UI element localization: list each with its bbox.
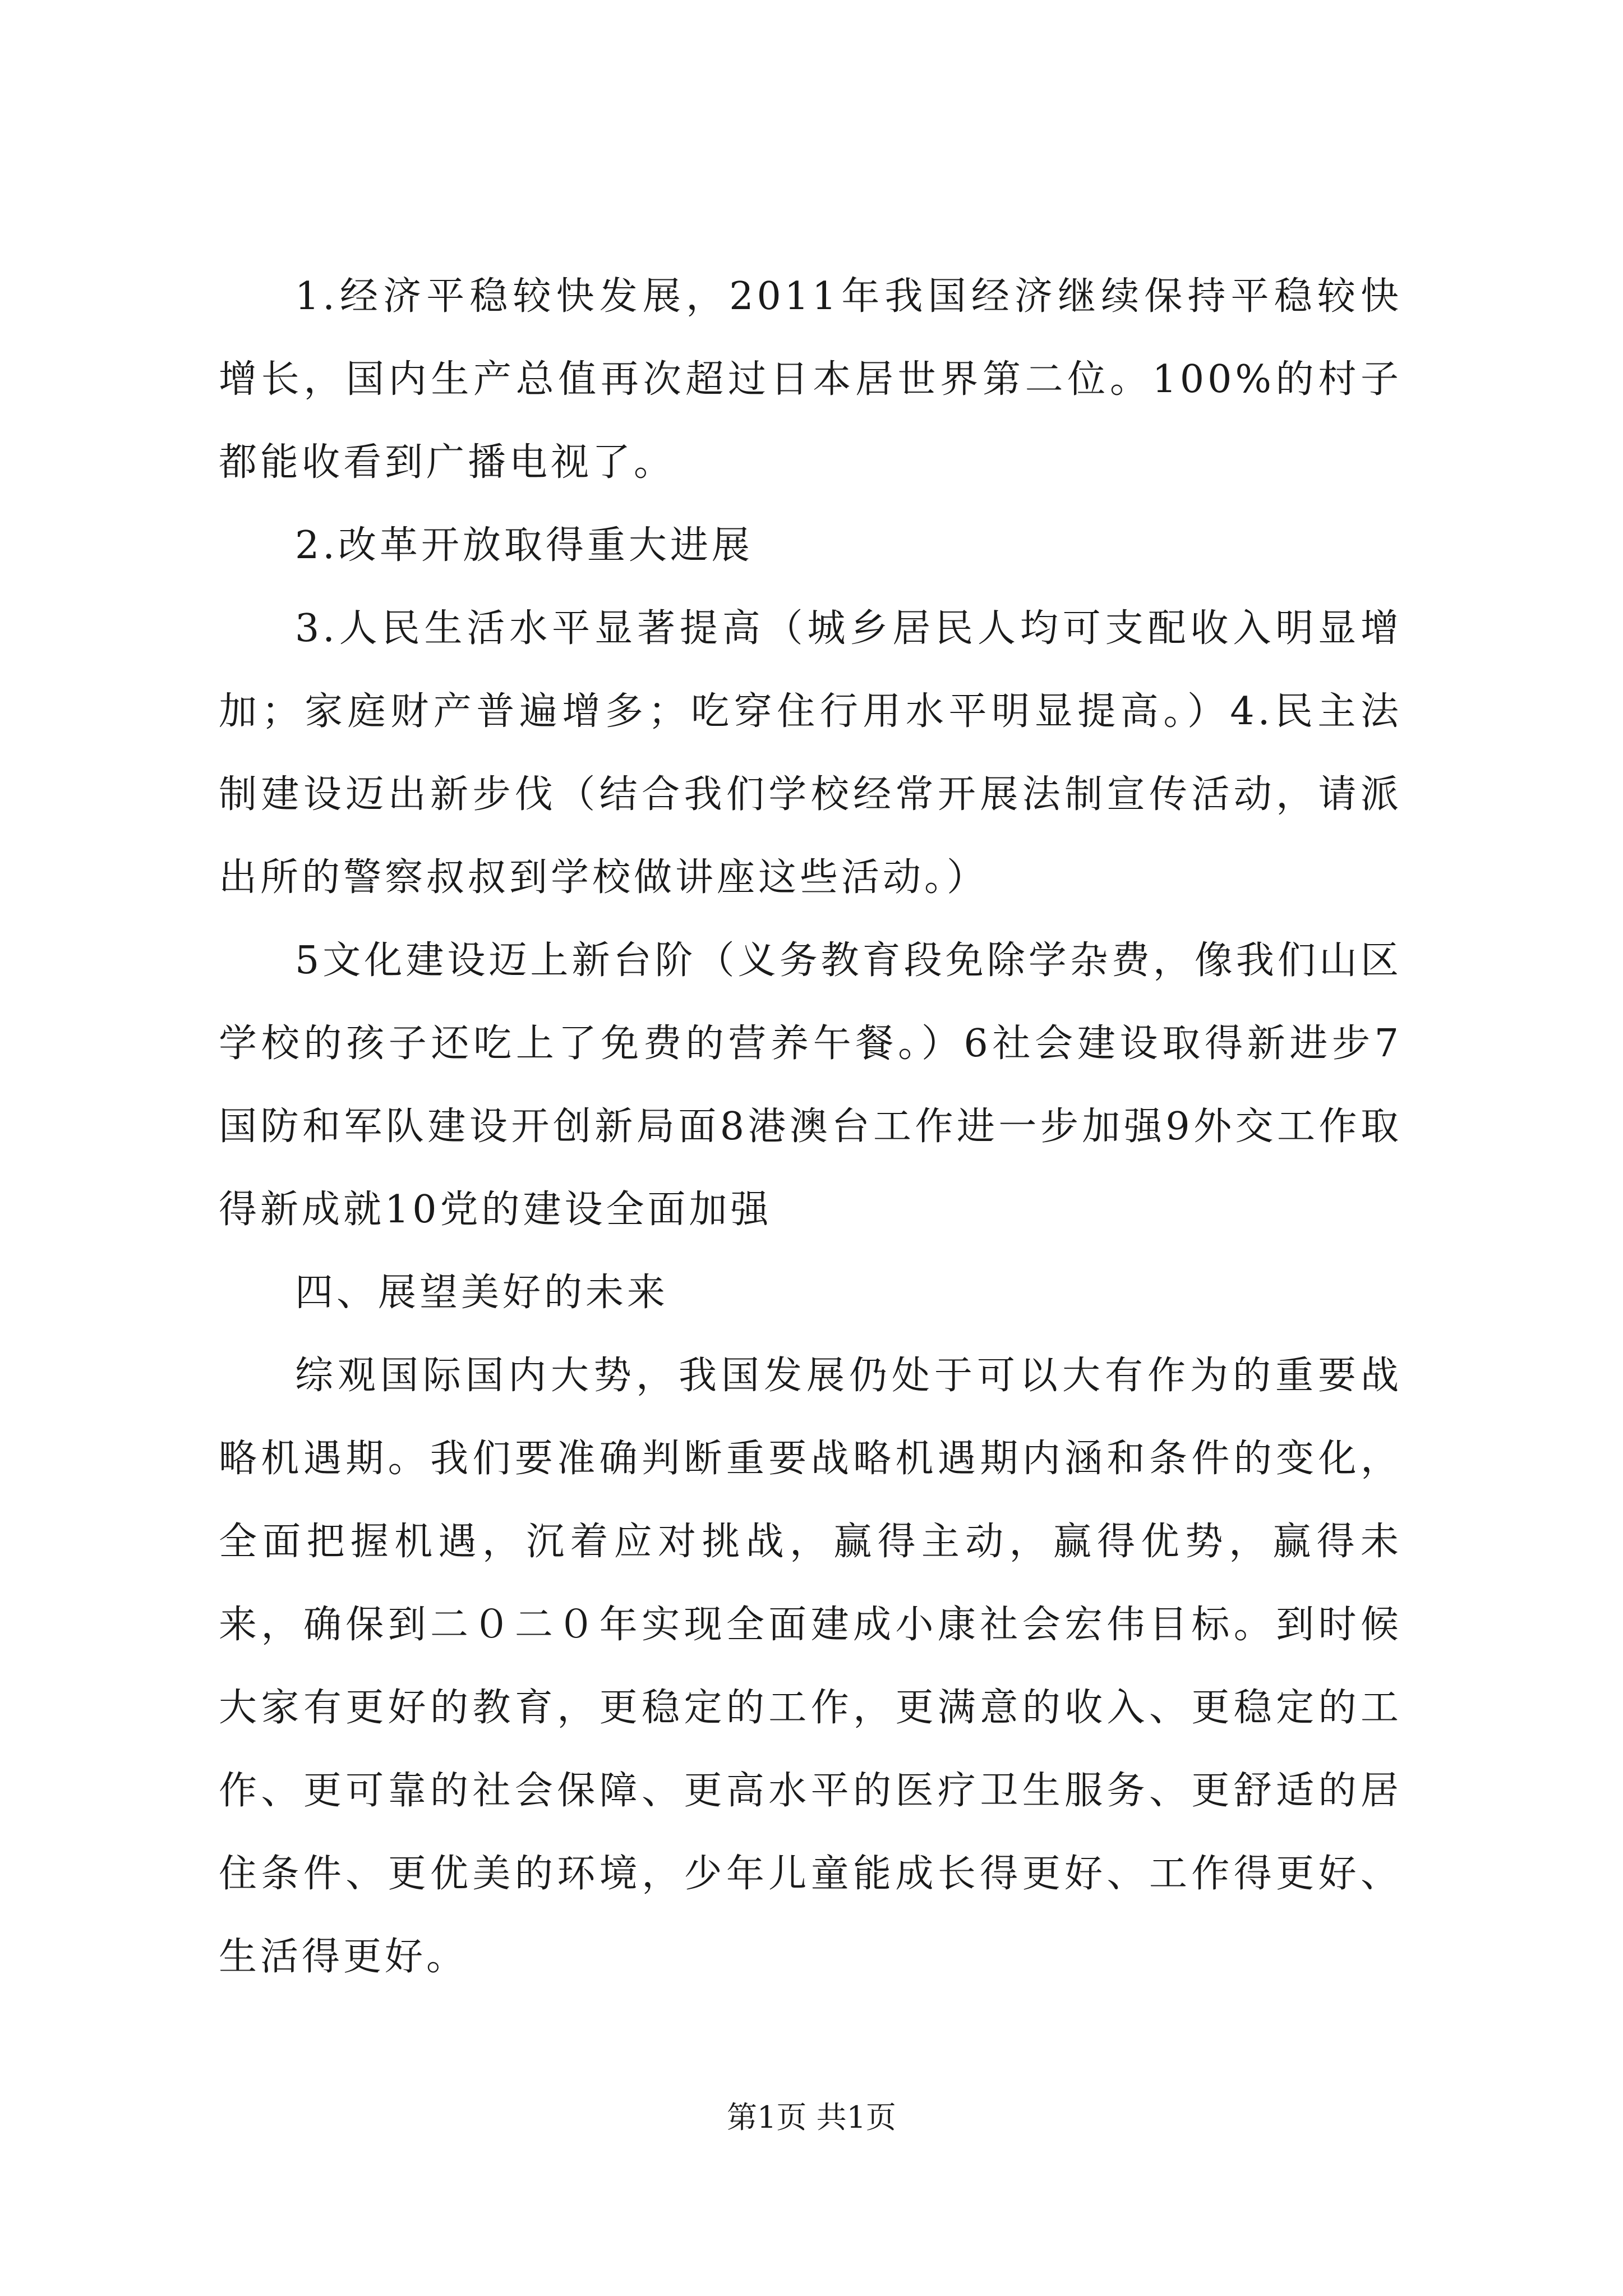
section-heading-future: 四、展望美好的未来 — [295, 1271, 669, 1315]
page-footer: 第1页 共1页 — [727, 2100, 896, 2135]
paragraph-culture: 5文化建设迈上新台阶（义务教育段免除学杂费，像我们山区学校的孩子还吃上了免费的营养午餐。）6社会建设取得新进步7国防和军队建设开创新局面8港澳台工作进一步加强9外交工作取得新成就10党的建设全面加强 — [219, 938, 1402, 1232]
paragraph-reform: 2.改革开放取得重大进展 — [295, 523, 753, 568]
paragraph-economy: 1.经济平稳较快发展，2011年我国经济继续保持平稳较快增长，国内生产总值再次超过日本居世界第二位。100%的村子都能收看到广播电视了。 — [219, 274, 1402, 485]
paragraph-outlook: 综观国际国内大势，我国发展仍处于可以大有作为的重要战略机遇期。我们要准确判断重要战略机遇期内涵和条件的变化，全面把握机遇，沉着应对挑战，赢得主动，赢得优势，赢得未来，确保到二０二０年实现全面建成小康社会宏伟目标。到时候大家有更好的教育，更稳定的工作，更满意的收入、更稳定的工作、更可靠的社会保障、更高水平的医疗卫生服务、更舒适的居住条件、更优美的环境，少年儿童能成长得更好、工作得更好、生活得更好。 — [219, 1354, 1402, 1979]
paragraph-living-standards: 3.人民生活水平显著提高（城乡居民人均可支配收入明显增加；家庭财产普遍增多；吃穿住行用水平明显提高。）4.民主法制建设迈出新步伐（结合我们学校经常开展法制宣传活动，请派出所的警察叔叔到学校做讲座这些活动。） — [219, 606, 1402, 900]
document-body — [219, 255, 1402, 1999]
